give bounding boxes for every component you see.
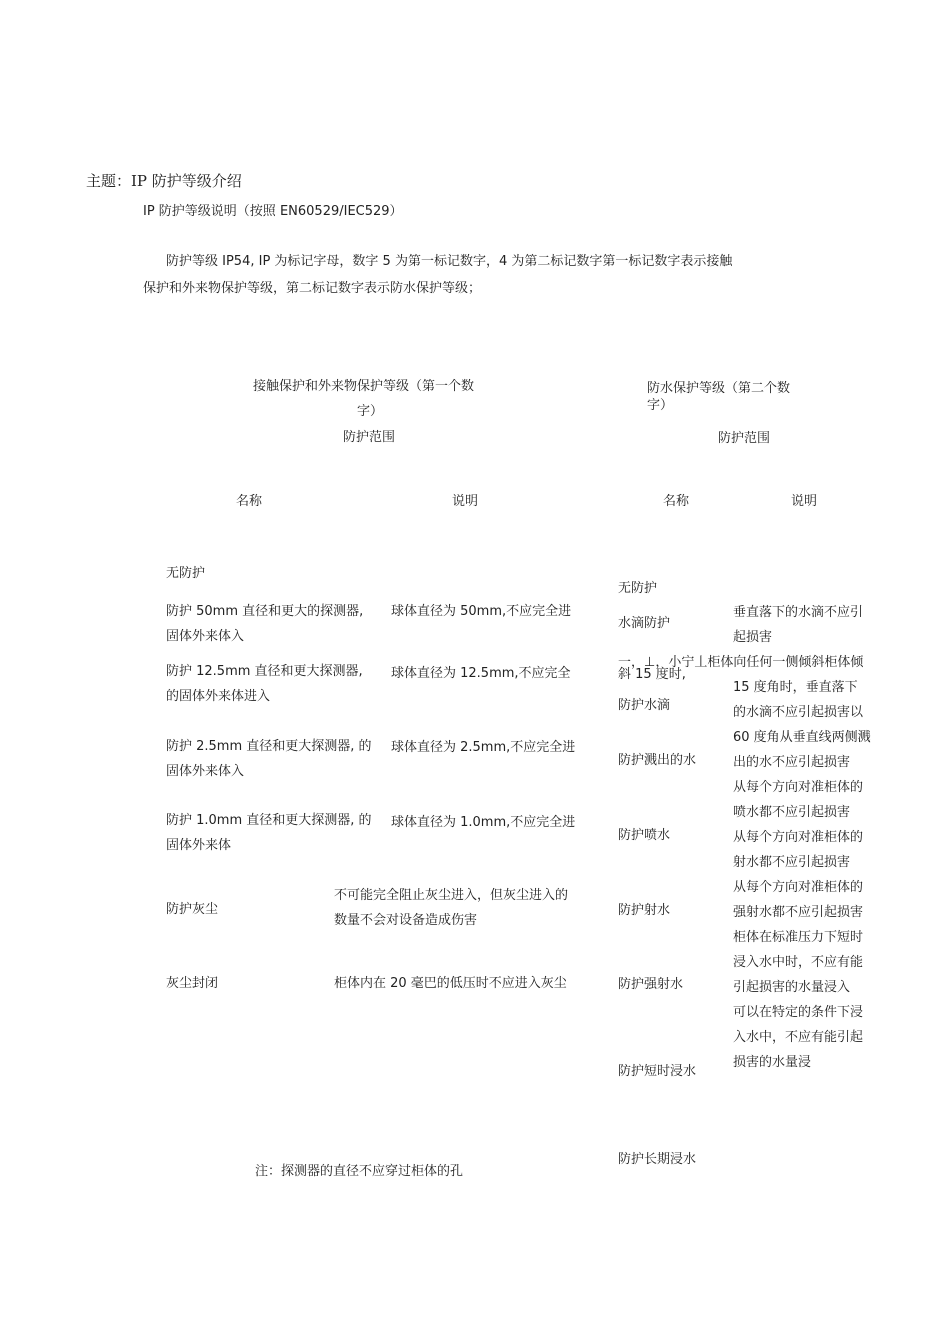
left-row-name: 灰尘封闭 xyxy=(166,976,219,991)
left-row-desc: 球体直径为 12.5mm,不应完全 xyxy=(391,666,571,681)
left-row-name: 防护灰尘 xyxy=(166,902,219,917)
left-row-desc: 球体直径为 1.0mm,不应完全进 xyxy=(391,815,576,830)
text-line: 60 度角从垂直线两侧溅 xyxy=(733,730,871,745)
text-line: 垂直落下的水滴不应引 xyxy=(733,605,864,620)
text-line: 的固体外来体进入 xyxy=(166,689,271,704)
text-line: 防护 50mm 直径和更大的探测器, xyxy=(166,604,364,619)
text-line: 强射水都不应引起损害 xyxy=(733,905,864,920)
page-title: 主题：IP 防护等级介绍 xyxy=(86,172,242,190)
text-line: 固体外来体入 xyxy=(166,629,245,644)
text-line: 固体外来体 xyxy=(166,838,232,853)
intro-line-2: 保护和外来物保护等级，第二标记数字表示防水保护等级； xyxy=(143,281,482,296)
right-row-name: 防护长期浸水 xyxy=(618,1152,697,1167)
left-row-desc xyxy=(334,883,594,933)
right-row-name: 防护短时浸水 xyxy=(618,1064,697,1079)
right-tilt-text: 斜 15 度时, xyxy=(618,667,686,682)
left-row-desc: 柜体内在 20 毫巴的低压时不应进入灰尘 xyxy=(334,976,567,991)
right-row-name: 防护喷水 xyxy=(618,828,671,843)
text-line: 数量不会对设备造成伤害 xyxy=(334,913,478,928)
text-line: 15 度角时，垂直落下 xyxy=(733,680,858,695)
text-line: 损害的水量浸 xyxy=(733,1055,812,1070)
text-line: 从每个方向对准柜体的 xyxy=(733,880,864,895)
intro-line-1: 防护等级 IP54, IP 为标记字母，数字 5 为第一标记数字，4 为第二标记数字第一标记数字表示接触 xyxy=(166,254,733,269)
right-desc-block xyxy=(733,675,903,1075)
left-table-title-line-2: 字） xyxy=(357,404,384,419)
text-line: 入水中，不应有能引起 xyxy=(733,1030,864,1045)
text-line: 从每个方向对准柜体的 xyxy=(733,780,864,795)
left-table-note: 注：探测器的直径不应穿过柜体的孔 xyxy=(255,1164,464,1179)
text-line: 起损害 xyxy=(733,630,773,645)
text-line: 喷水都不应引起损害 xyxy=(733,805,851,820)
right-col-name-header: 名称 xyxy=(663,494,690,509)
right-row-name: 无防护 xyxy=(618,581,658,596)
right-overlap-text: 一，⊥，小宁丄柜体向任何一侧倾斜柜体倾 xyxy=(618,655,864,670)
left-row-name xyxy=(166,734,388,784)
text-line: 柜体在标准压力下短时 xyxy=(733,930,864,945)
left-row-name xyxy=(166,808,388,858)
text-line: 防护 2.5mm 直径和更大探测器, 的 xyxy=(166,739,372,754)
left-col-desc-header: 说明 xyxy=(452,494,479,509)
left-col-name-header: 名称 xyxy=(236,494,263,509)
text-line: 不可能完全阻止灰尘进入，但灰尘进入的 xyxy=(334,888,569,903)
right-table-title-line-1: 防水保护等级（第二个数 xyxy=(647,381,791,396)
left-table-scope: 防护范围 xyxy=(343,430,396,445)
right-row-name: 防护强射水 xyxy=(618,977,684,992)
right-table-title-line-2: 字） xyxy=(647,398,674,413)
right-row-name: 防护水滴 xyxy=(618,698,671,713)
left-row-name xyxy=(166,659,388,709)
text-line: 从每个方向对准柜体的 xyxy=(733,830,864,845)
left-row-desc: 球体直径为 2.5mm,不应完全进 xyxy=(391,740,576,755)
text-line: 防护 12.5mm 直径和更大探测器, xyxy=(166,664,363,679)
left-table-title-line-1: 接触保护和外来物保护等级（第一个数 xyxy=(253,379,475,394)
left-row-name xyxy=(166,599,388,649)
right-row-name: 水滴防护 xyxy=(618,616,671,631)
text-line: 射水都不应引起损害 xyxy=(733,855,851,870)
text-line: 可以在特定的条件下浸 xyxy=(733,1005,864,1020)
text-line: 的水滴不应引起损害以 xyxy=(733,705,864,720)
text-line: 固体外来体入 xyxy=(166,764,245,779)
right-row-name: 防护射水 xyxy=(618,903,671,918)
text-line: 出的水不应引起损害 xyxy=(733,755,851,770)
text-line: 防护 1.0mm 直径和更大探测器, 的 xyxy=(166,813,372,828)
text-line: 浸入水中时，不应有能 xyxy=(733,955,864,970)
text-line: 引起损害的水量浸入 xyxy=(733,980,851,995)
right-row-name: 防护溅出的水 xyxy=(618,753,697,768)
left-row-desc: 球体直径为 50mm,不应完全进 xyxy=(391,604,572,619)
right-desc-block xyxy=(733,600,903,650)
right-col-desc-header: 说明 xyxy=(791,494,818,509)
left-row-name: 无防护 xyxy=(166,566,206,581)
page-subtitle: IP 防护等级说明（按照 EN60529/IEC529） xyxy=(143,204,403,219)
right-table-scope: 防护范围 xyxy=(718,431,771,446)
